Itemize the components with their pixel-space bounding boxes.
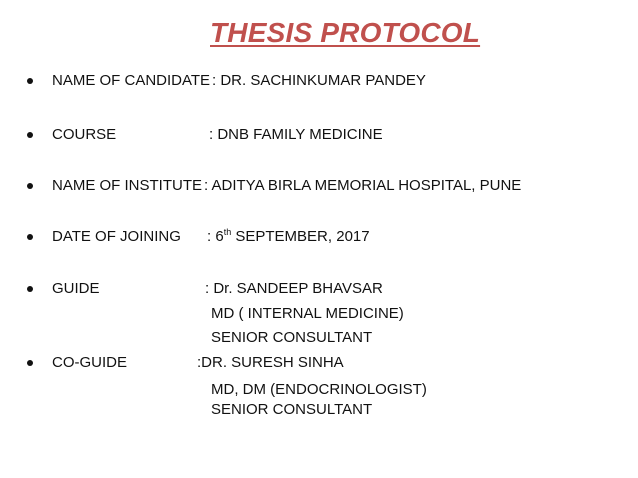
bullet-icon xyxy=(27,132,33,138)
co-guide-designation: SENIOR CONSULTANT xyxy=(211,401,373,418)
date-ordinal-suffix: th xyxy=(223,227,232,237)
bullet-icon xyxy=(27,360,33,366)
course-label: COURSE xyxy=(52,126,117,143)
bullet-icon xyxy=(27,286,33,292)
institute-value: : ADITYA BIRLA MEMORIAL HOSPITAL, PUNE xyxy=(204,177,522,194)
bullet-icon xyxy=(27,183,33,189)
date-of-joining-value xyxy=(207,228,370,246)
bullet-icon xyxy=(27,78,33,84)
date-prefix: : 6 xyxy=(207,228,224,245)
slide-title: THESIS PROTOCOL xyxy=(210,17,481,48)
candidate-label: NAME OF CANDIDATE xyxy=(52,72,211,89)
co-guide-value: :DR. SURESH SINHA xyxy=(197,354,344,371)
date-of-joining-label: DATE OF JOINING xyxy=(52,228,181,245)
date-suffix: SEPTEMBER, 2017 xyxy=(231,228,370,245)
institute-label: NAME OF INSTITUTE xyxy=(52,177,202,194)
guide-value: : Dr. SANDEEP BHAVSAR xyxy=(205,280,383,297)
guide-label: GUIDE xyxy=(52,280,100,297)
guide-designation: SENIOR CONSULTANT xyxy=(211,329,373,346)
course-value: : DNB FAMILY MEDICINE xyxy=(209,126,383,143)
candidate-value: : DR. SACHINKUMAR PANDEY xyxy=(212,72,426,89)
guide-qualification: MD ( INTERNAL MEDICINE) xyxy=(211,305,404,322)
co-guide-qualification: MD, DM (ENDOCRINOLOGIST) xyxy=(211,381,427,398)
co-guide-label: CO-GUIDE xyxy=(52,354,127,371)
bullet-icon xyxy=(27,234,33,240)
